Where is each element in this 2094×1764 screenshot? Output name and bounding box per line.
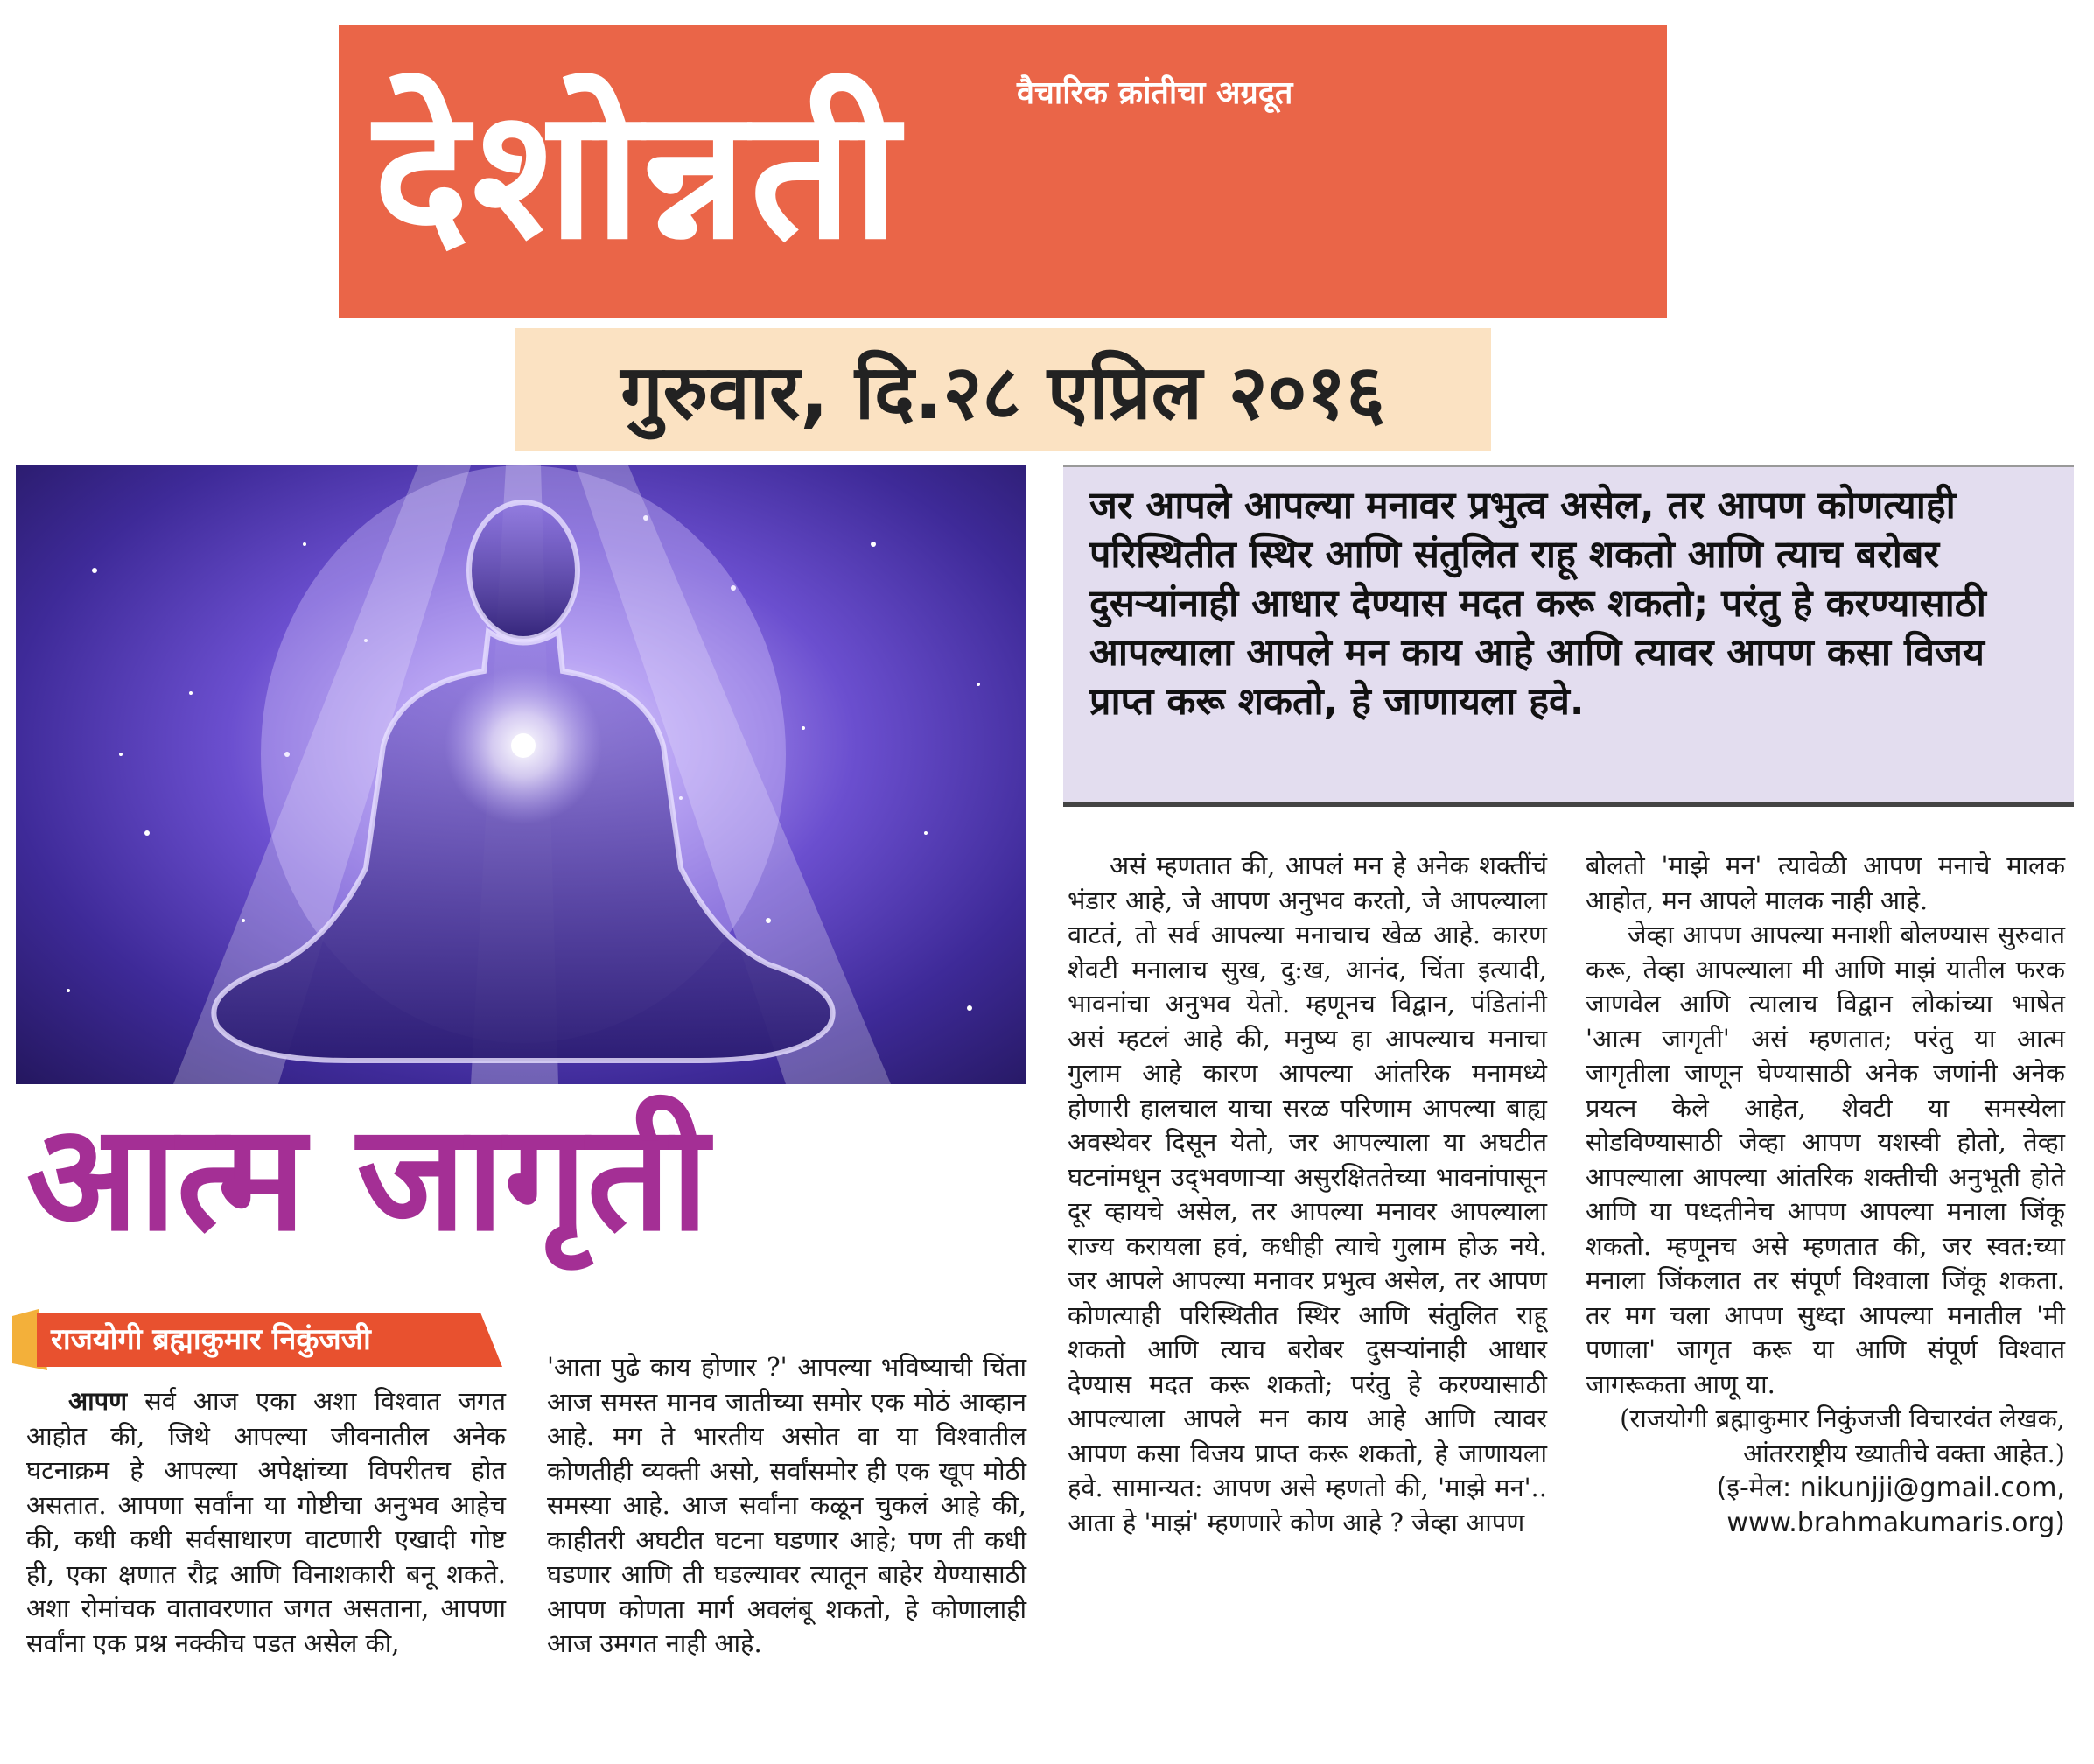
article-column-3 bbox=[1068, 849, 1547, 1540]
masthead-tagline: वैचारिक क्रांतीचा अग्रदूत bbox=[1017, 75, 1293, 111]
lead-word: आपण bbox=[68, 1386, 128, 1416]
column-1-text: सर्व आज एका अशा विश्वात जगत आहोत की, जिथे आपल्या जीवनातील अनेक घटनाक्रम हे आपल्या अपेक्षांच्या विपरीतच होत असतात. आपणा सर्वांना या गोष्टीचा अनुभव आहेच की, कधी कधी सर्वसाधारण वाटणारी एखादी गोष्ट ही, एका क्षणात रौद्र आणि विनाशकारी बनू शकते. अशा रोमांचक वातावरणात जगत असताना, आपणा सर्वांना एक प्रश्न नक्कीच पडत असेल की, bbox=[26, 1386, 507, 1658]
article-column-1 bbox=[26, 1384, 506, 1661]
meditation-figure-illustration bbox=[16, 466, 1026, 1084]
article-column-4 bbox=[1586, 849, 2065, 1540]
byline-author: राजयोगी ब्रह्माकुमार निकुंजजी bbox=[51, 1322, 371, 1357]
author-signoff: (राजयोगी ब्रह्माकुमार निकुंजजी विचारवंत लेखक, आंतरराष्ट्रीय ख्यातीचे वक्ता आहेत.) bbox=[1620, 1404, 2065, 1468]
column-4-paragraph-2: जेव्हा आपण आपल्या मनाशी बोलण्यास सुरुवात करू, तेव्हा आपल्याला मी आणि माझं यातील फरक जाणवेल आणि त्यालाच विद्वान लोकांच्या भाषेत 'आत्म जागृती' असं म्हणतात; परंतु या आत्म जागृतीला जाणून घेण्यासाठी अनेक जणांनी अनेक प्रयत्न केले आहेत, शेवटी या समस्येला सोडविण्यासाठी जेव्हा आपण यशस्वी होतो, तेव्हा आपल्याला आपल्या आंतरिक शक्तीची अनुभूती होते आणि या पध्दतीनेच आपण आपल्या मनाला जिंकू शकतो. म्हणूनच असे म्हणतात की, जर स्वत:च्या मनाला जिंकलात तर संपूर्ण विश्वाला जिंकू शकता. तर मग चला आपण सुध्दा आपल्या मनातील 'मी पणाला' जागृत करू या आणि संपूर्ण विश्वात जागरूकता आणू या. bbox=[1586, 920, 2065, 1399]
meditation-photo bbox=[16, 466, 1026, 1084]
pull-quote-box bbox=[1063, 466, 2074, 807]
pull-quote: जर आपले आपल्या मनावर प्रभुत्व असेल, तर आपण कोणत्याही परिस्थितीत स्थिर आणि संतुलित राहू शकतो आणि त्याच बरोबर दुसऱ्यांनाही आधार देण्यास मदत करू शकतो; परंतु हे करण्यासाठी आपल्याला आपले मन काय आहे आणि त्यावर आपण कसा विजय प्राप्त करू शकतो, हे जाणायला हवे. bbox=[1089, 484, 1986, 724]
masthead bbox=[339, 24, 1667, 318]
newspaper-logo: देशोन्नती bbox=[374, 71, 903, 279]
author-website: www.brahmakumaris.org) bbox=[1726, 1507, 2065, 1538]
column-3-text: असं म्हणतात की, आपलं मन हे अनेक शक्तींचं भंडार आहे, जे आपण अनुभव करतो, जे आपल्याला वाटतं, तो सर्व आपल्या मनाचाच खेळ आहे. कारण शेवटी मनालाच सुख, दु:ख, आनंद, चिंता इत्यादी, भावनांचा अनुभव येतो. म्हणूनच विद्वान, पंडितांनी असं म्हटलं आहे की, मनुष्य हा आपल्याच मनाचा गुलाम आहे कारण आपल्या आंतरिक मनामध्ये होणारी हालचाल याचा सरळ परिणाम आपल्या बाह्य अवस्थेवर दिसून येतो, जर आपल्याला या अघटीत घटनांमधून उद्‌भवणाऱ्या असुरक्षिततेच्या भावनांपासून दूर व्हायचे असेल, तर आपल्या मनावर आपल्याला राज्य करायला हवं, कधीही त्याचे गुलाम होऊ नये. जर आपले आपल्या मनावर प्रभुत्व असेल, तर आपण कोणत्याही परिस्थितीत स्थिर आणि संतुलित राहू शकतो आणि त्याच बरोबर दुसऱ्यांनाही आधार देण्यास मदत करू शकतो; परंतु हे करण्यासाठी आपल्याला आपले मन काय आहे आणि त्यावर आपण कसा विजय प्राप्त करू शकतो, हे जाणायला हवे. सामान्यत: आपण असे म्हणतो की, 'माझे मन'.. आता हे 'माझं' म्हणणारे कोण आहे ? जेव्हा आपण bbox=[1068, 850, 1547, 1537]
column-4-paragraph-1: बोलतो 'माझे मन' त्यावेळी आपण मनाचे मालक आहोत, मन आपले मालक नाही आहे. bbox=[1586, 850, 2065, 915]
article-headline: आत्म जागृती bbox=[26, 1092, 709, 1264]
dateline-band bbox=[515, 328, 1491, 451]
dateline: गुरुवार, दि.२८ एप्रिल २०१६ bbox=[620, 348, 1385, 437]
byline-banner bbox=[12, 1309, 502, 1370]
author-email: (इ-मेल: nikunjji@gmail.com, bbox=[1716, 1473, 2065, 1503]
column-2-text: 'आता पुढे काय होणार ?' आपल्या भविष्याची चिंता आज समस्त मानव जातीच्या समोर एक मोठं आव्हान आहे. मग ते भारतीय असोत वा या विश्वातील कोणतीही व्यक्ती असो, सर्वांसमोर ही एक खूप मोठी समस्या आहे. आज सर्वांना कळून चुकलं आहे की, काहीतरी अघटीत घटना घडणार आहे; पण ती कधी घडणार आणि ती घडल्यावर त्यातून बाहेर येण्यासाठी आपण कोणता मार्ग अवलंबू शकतो, हे कोणालाही आज उमगत नाही आहे. bbox=[547, 1352, 1026, 1658]
article-column-2 bbox=[547, 1350, 1026, 1662]
